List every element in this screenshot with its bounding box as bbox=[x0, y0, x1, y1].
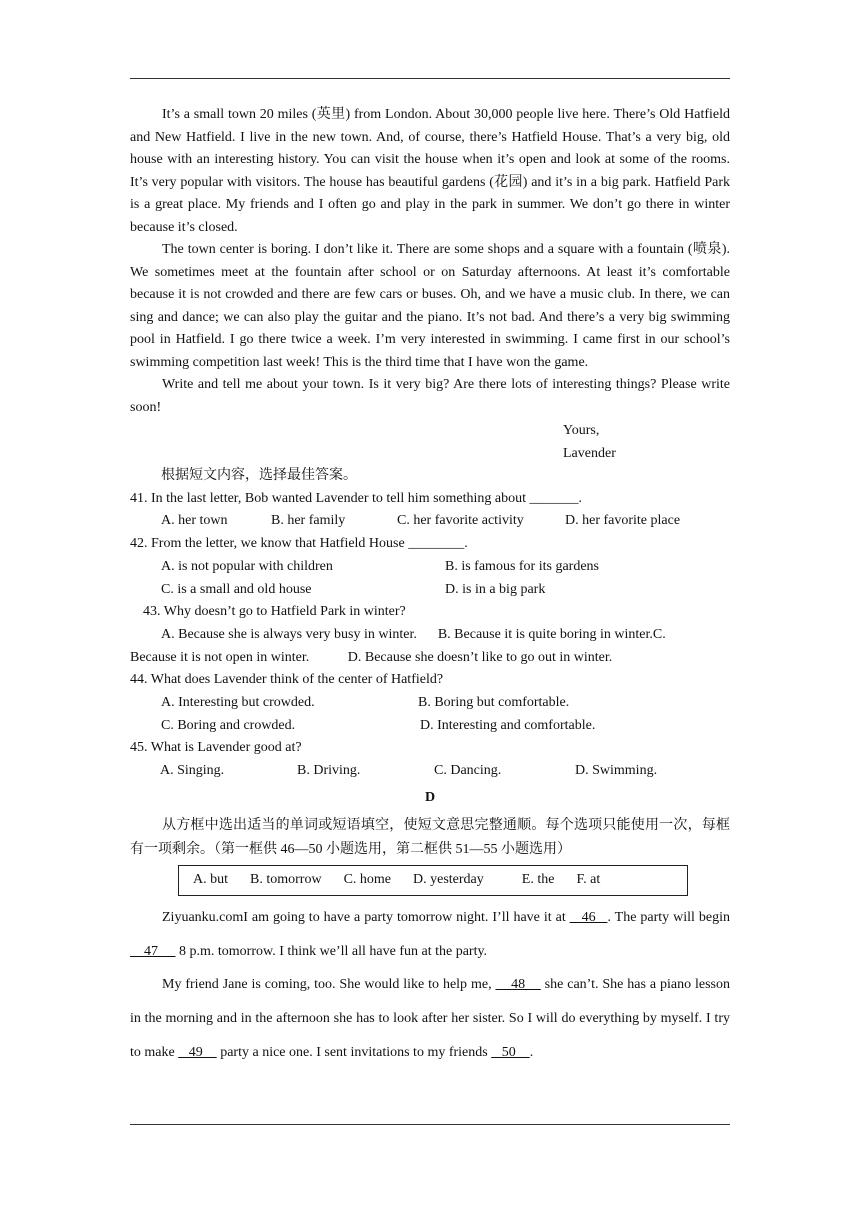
passage-paragraph-3: Write and tell me about your town. Is it very big? Are there lots of interesting things? Please write soon! bbox=[130, 377, 730, 415]
cloze-text: party a nice one. I sent invitations to my friends bbox=[216, 1044, 492, 1060]
option-45-c: C. Dancing. bbox=[434, 763, 502, 779]
signature-name: Lavender bbox=[563, 446, 616, 461]
word-option-a: A. but bbox=[193, 872, 228, 888]
cloze-text: . bbox=[529, 1044, 534, 1060]
word-option-d: D. yesterday bbox=[413, 872, 484, 888]
word-option-f: F. at bbox=[576, 872, 601, 888]
passage-paragraph-1: It’s a small town 20 miles (英里) from London. About 30,000 people live here. There’s Old Hatfield and New Hatfield. I live in the new town. And, of course, there’s Hatfield House. That’s a very big, old house with an interesting history. You can visit the house when it’s open and look at some of the rooms. It’s very popular with visitors. The house has beautiful gardens (花园) and it’s in a big park. Hatfield Park is a great place. My friends and I often go and play in the park in summer. We don’t go there in winter because it’s closed. bbox=[130, 107, 730, 235]
question-42-options-row-2 bbox=[130, 579, 730, 602]
question-45-options bbox=[130, 760, 730, 783]
section-d-heading: D bbox=[424, 789, 436, 805]
question-43-options-line-1: A. Because she is always very busy in winter. B. Because it is quite boring in winter.C. bbox=[161, 626, 666, 642]
option-45-a: A. Singing. bbox=[160, 763, 225, 779]
question-45-stem: 45. What is Lavender good at? bbox=[130, 740, 302, 756]
option-42-b: B. is famous for its gardens bbox=[445, 558, 599, 574]
cloze-text: My friend Jane is coming, too. She would like to help me, bbox=[162, 977, 496, 993]
blank-48: 48 bbox=[495, 977, 541, 993]
option-44-c: C. Boring and crowded. bbox=[161, 717, 296, 733]
blank-46: 46 bbox=[569, 909, 608, 925]
section-c-instruction: 根据短文内容，选择最佳答案。 bbox=[161, 468, 357, 483]
option-41-b: B. her family bbox=[271, 513, 346, 529]
option-42-d: D. is in a big park bbox=[445, 581, 546, 597]
signature-closing: Yours, bbox=[563, 423, 600, 438]
question-44-options-row-1 bbox=[130, 692, 730, 715]
cloze-text: Ziyuanku.comI am going to have a party tomorrow night. I’ll have it at bbox=[162, 909, 570, 925]
option-45-d: D. Swimming. bbox=[575, 763, 658, 779]
question-41-options bbox=[130, 510, 730, 533]
cloze-text: . The party will begin bbox=[607, 909, 730, 925]
section-d-instruction: 从方框中选出适当的单词或短语填空，使短文意思完整通顺。每个选项只能使用一次，每框有一项剩余。（第一框供 46—50 小题选用，第二框供 51—55 小题选用） bbox=[130, 817, 730, 857]
blank-47: 47 bbox=[130, 943, 176, 959]
option-41-a: A. her town bbox=[161, 513, 228, 529]
passage-paragraph-2: The town center is boring. I don’t like it. There are some shops and a square with a fountain (喷泉). We sometimes meet at the fountain after school or on Saturday afternoons. At least it’s comfortable because it is not crowded and there are few cars or buses. Oh, and we have a music club. In there, we can sing and dance; we can also play the guitar and the piano. It’s not bad. And there’s a very big swimming pool in Hatfield. I go there twice a week. I’m very interested in swimming. I came first in our school’s swimming competition last week! This is the third time that I have won the game. bbox=[130, 242, 730, 370]
question-44-stem: 44. What does Lavender think of the center of Hatfield? bbox=[130, 672, 444, 688]
question-43-options-line-2: Because it is not open in winter. D. Because she doesn’t like to go out in winter. bbox=[130, 649, 613, 665]
word-option-b: B. tomorrow bbox=[250, 872, 322, 888]
option-44-a: A. Interesting but crowded. bbox=[161, 695, 315, 711]
option-41-d: D. her favorite place bbox=[565, 513, 681, 529]
cloze-paragraph-1 bbox=[130, 901, 730, 968]
option-42-c: C. is a small and old house bbox=[161, 581, 312, 597]
question-42-options-row-1 bbox=[130, 556, 730, 579]
option-41-c: C. her favorite activity bbox=[397, 513, 524, 529]
question-44-options-row-2 bbox=[130, 715, 730, 738]
word-option-c: C. home bbox=[343, 872, 392, 888]
question-42-stem: 42. From the letter, we know that Hatfield House ________. bbox=[130, 536, 468, 552]
footer-rule bbox=[130, 1124, 730, 1125]
cloze-paragraph-2 bbox=[130, 968, 730, 1069]
header-rule bbox=[130, 78, 730, 79]
option-45-b: B. Driving. bbox=[297, 763, 361, 779]
option-42-a: A. is not popular with children bbox=[161, 558, 333, 574]
blank-49: 49 bbox=[178, 1044, 217, 1060]
word-box bbox=[178, 865, 688, 896]
question-43-stem: 43. Why doesn’t go to Hatfield Park in winter? bbox=[143, 604, 406, 620]
word-option-e: E. the bbox=[521, 872, 555, 888]
question-41-stem: 41. In the last letter, Bob wanted Lavender to tell him something about _______. bbox=[130, 490, 583, 506]
option-44-d: D. Interesting and comfortable. bbox=[420, 717, 596, 733]
blank-50: 50 bbox=[491, 1044, 530, 1060]
option-44-b: B. Boring but comfortable. bbox=[418, 695, 570, 711]
document-body bbox=[130, 104, 730, 1069]
cloze-text: she can’t. She has a piano lesson in the morning and in the afternoon she has to look after her sister. So I will do everything by myself. I try to make bbox=[130, 977, 731, 1060]
cloze-text: 8 p.m. tomorrow. I think we’ll all have fun at the party. bbox=[175, 943, 488, 959]
